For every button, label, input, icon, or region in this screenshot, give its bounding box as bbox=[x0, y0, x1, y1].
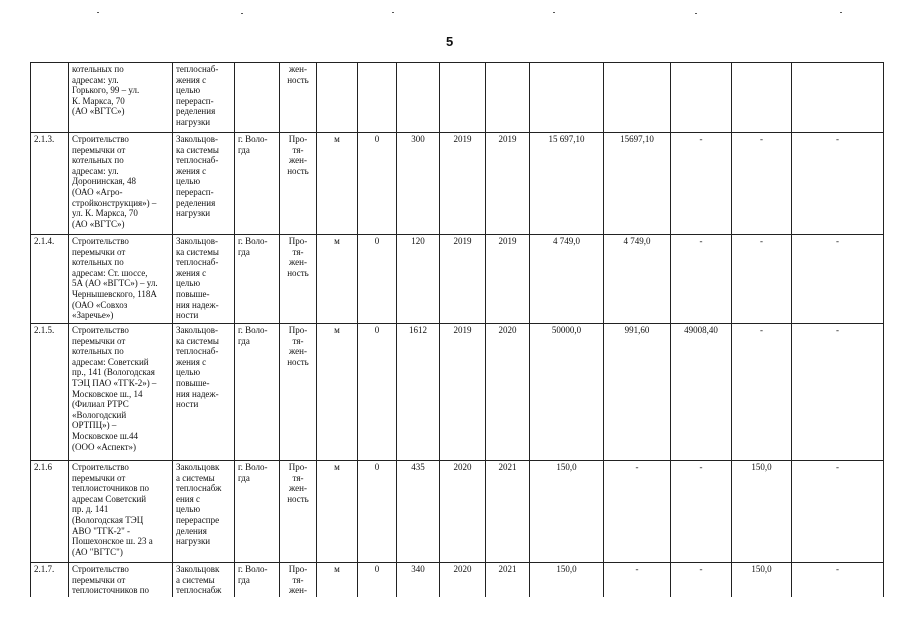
cost-2019-cell: 15697,10 bbox=[604, 133, 671, 235]
cost-2020-cell: - bbox=[671, 461, 732, 563]
purpose-cell: Закольцовк а системы теплоснабж bbox=[173, 563, 235, 597]
table-row bbox=[31, 324, 884, 461]
unit-cell: м bbox=[317, 461, 358, 563]
cost-2021-cell: - bbox=[732, 133, 792, 235]
purpose-cell: теплоснаб- жения с целью перерасп- ределения нагрузки bbox=[173, 63, 235, 133]
location-cell: г. Воло- гда bbox=[235, 235, 280, 324]
indicator-cell: Про- тя- жен- ность bbox=[280, 235, 317, 324]
location-cell bbox=[235, 63, 280, 133]
start-year-cell: 2019 bbox=[440, 133, 486, 235]
cost-2020-cell: - bbox=[671, 235, 732, 324]
cost-2021-cell: 150,0 bbox=[732, 563, 792, 597]
unit-cell: м bbox=[317, 235, 358, 324]
cost-2019-cell: - bbox=[604, 461, 671, 563]
location-cell: г. Воло- гда bbox=[235, 324, 280, 461]
cost-2019-cell: 991,60 bbox=[604, 324, 671, 461]
cost-2022-cell: - bbox=[792, 133, 884, 235]
row-number: 2.1.4. bbox=[31, 235, 69, 324]
cost-2020-cell: - bbox=[671, 133, 732, 235]
unit-cell: м bbox=[317, 324, 358, 461]
cost-2022-cell: - bbox=[792, 563, 884, 597]
location-cell: г. Воло- гда bbox=[235, 563, 280, 597]
cost-2022-cell: - bbox=[792, 235, 884, 324]
cost-2019-cell bbox=[604, 63, 671, 133]
description-cell: Строительство перемычки от котельных по адресам: Ст. шоссе, 5А (АО «ВГТС») – ул. Чернышевского, 118А (ОАО «Совхоз «Заречье») bbox=[69, 235, 173, 324]
program-table bbox=[30, 62, 884, 597]
description-cell: Строительство перемычки от котельных по адресам: ул. Доронинская, 48 (ОАО «Агро- стройконструкция») – ул. К. Маркса, 70 (АО «ВГТС») bbox=[69, 133, 173, 235]
page-number: 5 bbox=[446, 34, 454, 49]
value-before-cell bbox=[358, 63, 397, 133]
total-cost-cell: 4 749,0 bbox=[530, 235, 604, 324]
value-before-cell: 0 bbox=[358, 133, 397, 235]
cost-2019-cell: - bbox=[604, 563, 671, 597]
location-cell: г. Воло- гда bbox=[235, 133, 280, 235]
end-year-cell: 2021 bbox=[486, 461, 530, 563]
table-row bbox=[31, 133, 884, 235]
row-number: 2.1.3. bbox=[31, 133, 69, 235]
value-after-cell: 435 bbox=[397, 461, 440, 563]
start-year-cell bbox=[440, 63, 486, 133]
value-before-cell: 0 bbox=[358, 563, 397, 597]
cost-2021-cell bbox=[732, 63, 792, 133]
total-cost-cell: 150,0 bbox=[530, 461, 604, 563]
description-cell: котельных по адресам: ул. Горького, 99 – ул. К. Маркса, 70 (АО «ВГТС») bbox=[69, 63, 173, 133]
purpose-cell: Закольцов- ка системы теплоснаб- жения с целью повыше- ния надеж- ности bbox=[173, 324, 235, 461]
start-year-cell: 2019 bbox=[440, 235, 486, 324]
table-row bbox=[31, 235, 884, 324]
value-after-cell bbox=[397, 63, 440, 133]
indicator-cell: Про- тя- жен- ность bbox=[280, 461, 317, 563]
end-year-cell: 2019 bbox=[486, 235, 530, 324]
end-year-cell: 2020 bbox=[486, 324, 530, 461]
table-row bbox=[31, 563, 884, 597]
total-cost-cell bbox=[530, 63, 604, 133]
row-number: 2.1.7. bbox=[31, 563, 69, 597]
description-cell: Строительство перемычки от теплоисточников по bbox=[69, 563, 173, 597]
cost-2019-cell: 4 749,0 bbox=[604, 235, 671, 324]
row-number bbox=[31, 63, 69, 133]
start-year-cell: 2019 bbox=[440, 324, 486, 461]
value-before-cell: 0 bbox=[358, 461, 397, 563]
total-cost-cell: 50000,0 bbox=[530, 324, 604, 461]
unit-cell: м bbox=[317, 563, 358, 597]
cost-2021-cell: 150,0 bbox=[732, 461, 792, 563]
row-number: 2.1.6 bbox=[31, 461, 69, 563]
value-after-cell: 300 bbox=[397, 133, 440, 235]
end-year-cell: 2021 bbox=[486, 563, 530, 597]
end-year-cell: 2019 bbox=[486, 133, 530, 235]
cost-2020-cell: 49008,40 bbox=[671, 324, 732, 461]
value-before-cell: 0 bbox=[358, 324, 397, 461]
indicator-cell: Про- тя- жен- bbox=[280, 563, 317, 597]
description-cell: Строительство перемычки от теплоисточников по адресам Советский пр. д. 141 (Вологодская ТЭЦ АВО "ТГК-2" - Пошехонское ш. 23 а (АО "ВГТС") bbox=[69, 461, 173, 563]
end-year-cell bbox=[486, 63, 530, 133]
value-after-cell: 120 bbox=[397, 235, 440, 324]
table-row bbox=[31, 63, 884, 133]
indicator-cell: Про- тя- жен- ность bbox=[280, 324, 317, 461]
purpose-cell: Закольцов- ка системы теплоснаб- жения с целью перерасп- ределения нагрузки bbox=[173, 133, 235, 235]
cost-2021-cell: - bbox=[732, 324, 792, 461]
value-after-cell: 1612 bbox=[397, 324, 440, 461]
row-number: 2.1.5. bbox=[31, 324, 69, 461]
unit-cell bbox=[317, 63, 358, 133]
cost-2022-cell: - bbox=[792, 324, 884, 461]
purpose-cell: Закольцов- ка системы теплоснаб- жения с целью повыше- ния надеж- ности bbox=[173, 235, 235, 324]
location-cell: г. Воло- гда bbox=[235, 461, 280, 563]
cost-2022-cell: - bbox=[792, 461, 884, 563]
purpose-cell: Закольцовк а системы теплоснабж ения с целью перераспре деления нагрузки bbox=[173, 461, 235, 563]
description-cell: Строительство перемычки от котельных по адресам: Советский пр., 141 (Вологодская ТЭЦ ПАО «ТГК-2») – Московское ш., 14 (Филиал РТРС «Вологодский ОРТПЦ») – Московское ш.44 (ООО «Аспект») bbox=[69, 324, 173, 461]
cost-2022-cell bbox=[792, 63, 884, 133]
value-after-cell: 340 bbox=[397, 563, 440, 597]
cost-2020-cell: - bbox=[671, 563, 732, 597]
unit-cell: м bbox=[317, 133, 358, 235]
cost-2020-cell bbox=[671, 63, 732, 133]
value-before-cell: 0 bbox=[358, 235, 397, 324]
start-year-cell: 2020 bbox=[440, 563, 486, 597]
table-row bbox=[31, 461, 884, 563]
cost-2021-cell: - bbox=[732, 235, 792, 324]
indicator-cell: жен- ность bbox=[280, 63, 317, 133]
indicator-cell: Про- тя- жен- ность bbox=[280, 133, 317, 235]
total-cost-cell: 15 697,10 bbox=[530, 133, 604, 235]
total-cost-cell: 150,0 bbox=[530, 563, 604, 597]
start-year-cell: 2020 bbox=[440, 461, 486, 563]
